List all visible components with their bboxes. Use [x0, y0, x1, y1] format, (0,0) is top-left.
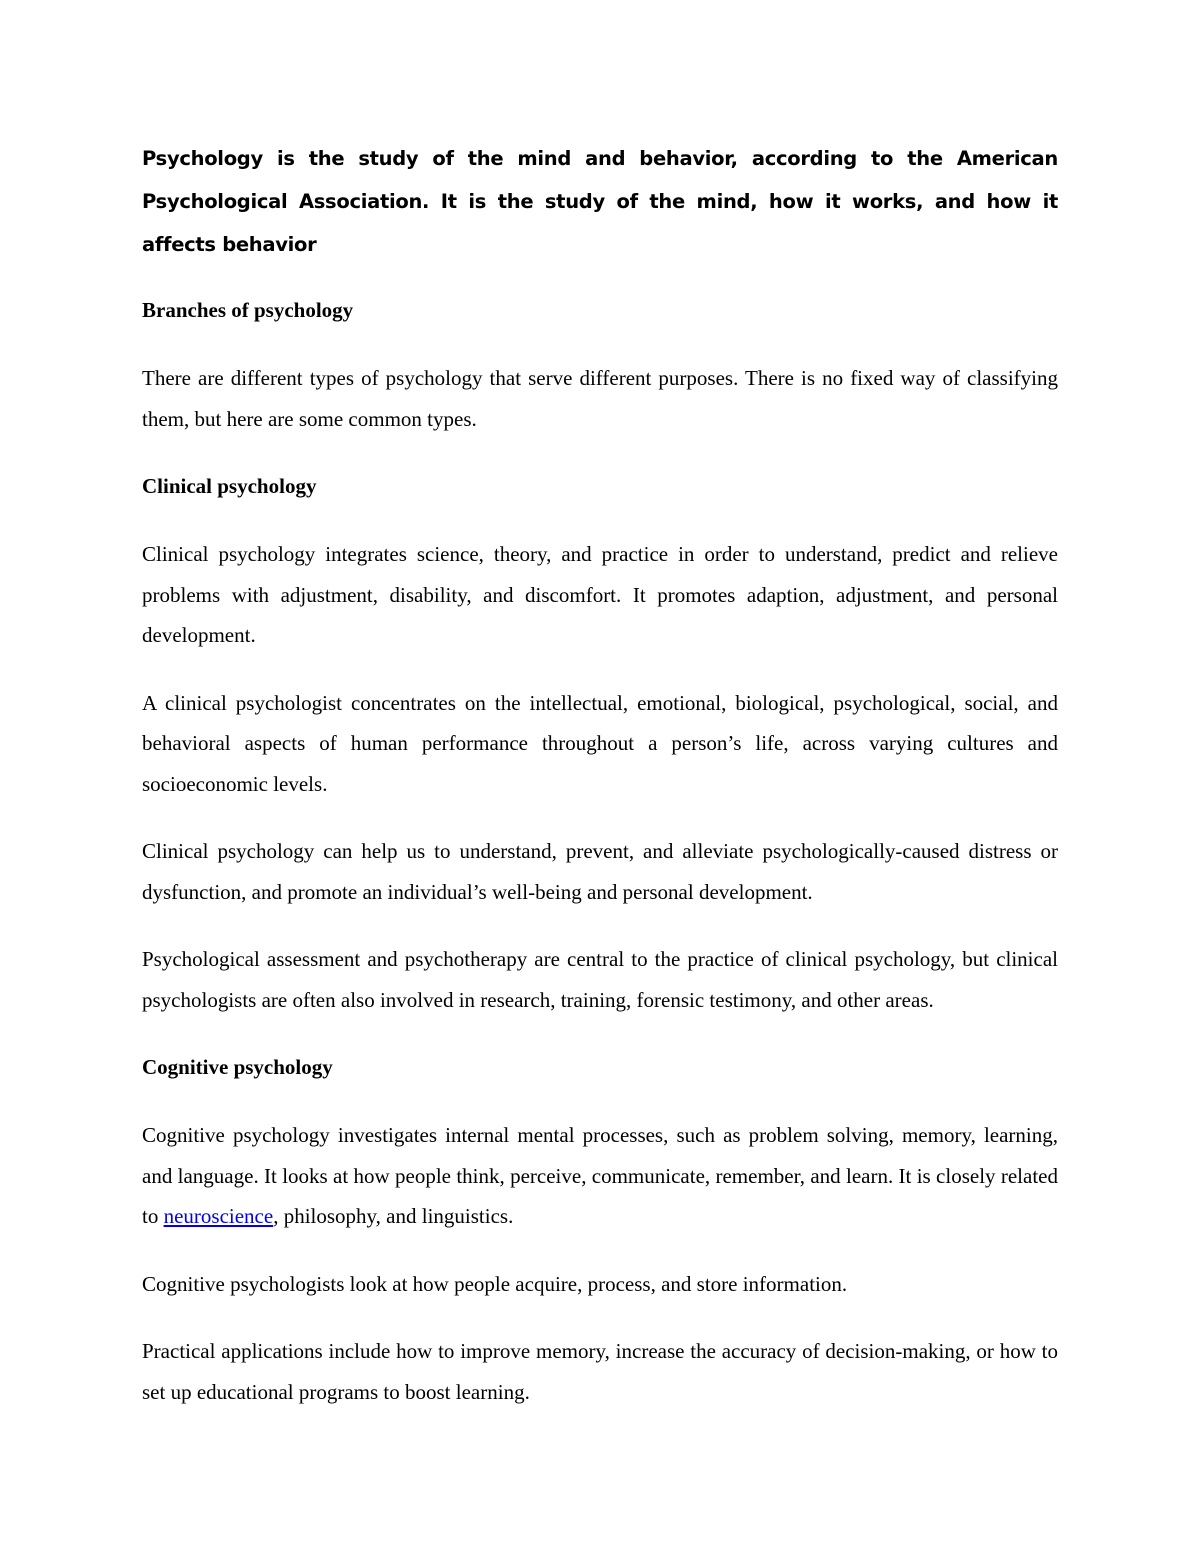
intro-paragraph: Psychology is the study of the mind and behavior, according to the American Psychological Association. It is the study of the mind, how it works, and how it affects behavior — [142, 147, 1058, 256]
branches-paragraph: There are different types of psychology that serve different purposes. There is no fixed way of classifying them, but here are some common types. — [142, 366, 1058, 431]
document-page — [142, 137, 1058, 1439]
clinical-paragraph-1: Clinical psychology integrates science, theory, and practice in order to understand, predict and relieve problems with adjustment, disability, and discomfort. It promotes adaption, adjustment, and personal development. — [142, 542, 1058, 647]
clinical-paragraph-4: Psychological assessment and psychotherapy are central to the practice of clinical psychology, but clinical psychologists are often also involved in research, training, forensic testimony, and other areas. — [142, 947, 1058, 1012]
cognitive-paragraph-1 — [142, 1115, 1058, 1237]
clinical-heading: Clinical psychology — [142, 474, 317, 498]
cognitive-paragraph-2: Cognitive psychologists look at how people acquire, process, and store information. — [142, 1271, 848, 1296]
cognitive-paragraph-1-start: Cognitive psychology investigates internal mental processes, such as problem solving, memory, learning, and language. It looks at how people think, perceive, communicate, remember, and learn. It is closely related to — [142, 1123, 1058, 1228]
cognitive-heading: Cognitive psychology — [142, 1055, 333, 1079]
branches-heading: Branches of psychology — [142, 298, 354, 322]
clinical-paragraph-2: A clinical psychologist concentrates on the intellectual, emotional, biological, psychological, social, and behavioral aspects of human performance throughout a person’s life, across varying cultures and socioeconomic levels. — [142, 690, 1058, 796]
cognitive-paragraph-3: Practical applications include how to improve memory, increase the accuracy of decision-making, or how to set up educational programs to boost learning. — [142, 1339, 1058, 1404]
cognitive-paragraph-1-end: , philosophy, and linguistics. — [273, 1204, 514, 1228]
clinical-paragraph-3: Clinical psychology can help us to understand, prevent, and alleviate psychologically-caused distress or dysfunction, and promote an individual’s well-being and personal development. — [142, 839, 1058, 904]
neuroscience-link[interactable]: neuroscience — [163, 1204, 274, 1228]
